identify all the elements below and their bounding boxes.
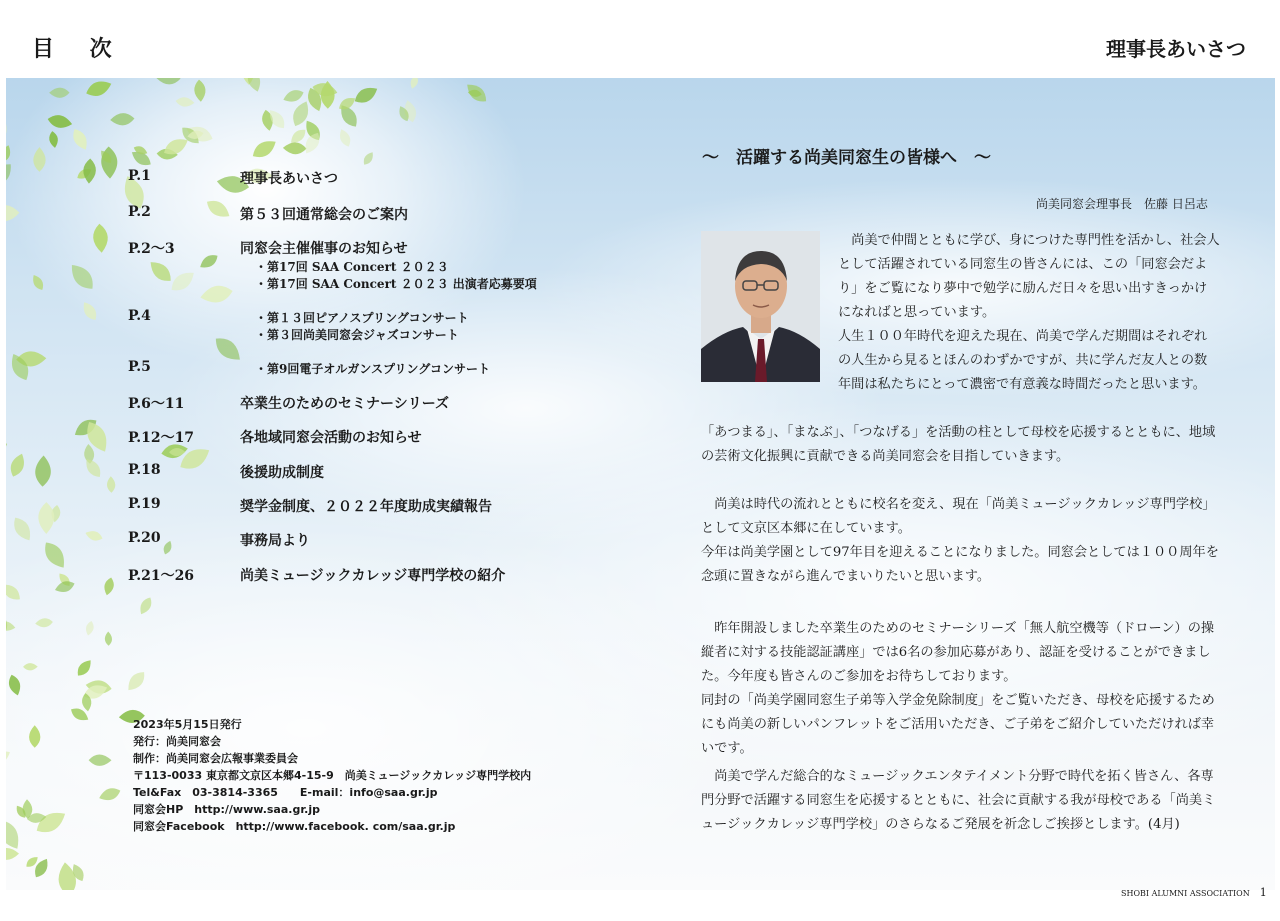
toc-subitem: ・第17回 SAA Concert ２０２３ — [255, 260, 449, 274]
leaf-shape — [6, 440, 9, 454]
toc-page-number: P.19 — [128, 496, 161, 512]
greeting-author: 尚美同窓会理事長 佐藤 日呂志 — [1036, 197, 1208, 211]
leaf-shape — [10, 514, 36, 544]
portrait-photo-icon — [701, 231, 820, 382]
toc-page-number: P.21〜26 — [128, 568, 195, 584]
leaf-shape — [82, 456, 104, 481]
toc-title: 後援助成制度 — [240, 465, 324, 481]
toc-title: 尚美ミュージックカレッジ専門学校の紹介 — [240, 568, 506, 584]
leaf-shape — [7, 451, 27, 478]
toc-page-number: P.2〜3 — [128, 241, 175, 257]
toc-title: 卒業生のためのセミナーシリーズ — [240, 396, 450, 412]
toc-title: 事務局より — [240, 533, 310, 549]
greeting-paragraph — [838, 229, 1220, 397]
toc-page-number: P.1 — [128, 168, 151, 184]
toc-title: 同窓会主催催事のお知らせ — [240, 241, 408, 257]
toc-page-number: P.12〜17 — [128, 430, 195, 446]
toc-subitem: ・第17回 SAA Concert ２０２３ 出演者応募要項 — [255, 277, 537, 291]
toc-page-number: P.6〜11 — [128, 396, 185, 412]
colophon — [133, 716, 531, 835]
leaf-shape — [107, 476, 116, 493]
page-header — [0, 0, 1280, 78]
homepage-link[interactable]: 同窓会HP http://www.saa.gr.jp — [133, 803, 321, 816]
greeting-paragraph-text: 人生１００年時代を迎えた現在、尚美で学んだ期間はそれぞれの人生から見るとほんのわずかですが、共に学んだ友人との数年間は私たちにとって濃密で有意義な時間だったと思います。 — [838, 329, 1208, 392]
toc-subitem: ・第３回尚美同窓会ジャズコンサート — [255, 328, 459, 342]
greeting-paragraph-text: 「あつまる」、「まなぶ」、「つなげる」を活動の柱として母校を応援するとともに、地域の芸術文化振興に貢献できる尚美同窓会を目指していきます。 — [701, 425, 1216, 464]
greeting-paragraph-text: 尚美で仲間とともに学び、身につけた専門性を活かし、社会人として活躍されている同窓生の皆さんには、この「同窓会だより」をご覧になり夢中で勉学に励んだ日々を思い出すきっかけになればと思っています。 — [838, 233, 1220, 320]
leaf-shape — [6, 415, 7, 444]
producer: 制作：尚美同窓会広報事業委員会 — [133, 752, 298, 765]
greeting-paragraph — [701, 765, 1221, 837]
facebook-link[interactable]: 同窓会Facebook http://www.facebook. com/saa.gr.jp — [133, 820, 456, 833]
greeting-title: 〜 活躍する尚美同窓生の皆様へ 〜 — [702, 148, 991, 168]
toc-page-number: P.2 — [128, 204, 151, 220]
leaf-shape — [6, 119, 11, 148]
leaf-shape — [38, 502, 54, 534]
greeting-paragraph-text: 同封の「尚美学園同窓生子弟等入学金免除制度」をご覧いただき、母校を応援するためにも尚美の新しいパンフレットをご活用いただき、ご子弟をご紹介していただければ幸いです。 — [701, 693, 1215, 756]
toc-page-number: P.4 — [128, 308, 151, 324]
greeting-paragraph — [701, 617, 1221, 761]
toc-page-number: P.18 — [128, 462, 161, 478]
contact: Tel&Fax 03-3814-3365 E-mail：info@saa.gr.jp — [133, 786, 438, 799]
toc-title: 各地域同窓会活動のお知らせ — [240, 430, 422, 446]
greeting-paragraph — [701, 493, 1221, 589]
issue-date: 2023年5月15日発行 — [133, 718, 242, 731]
greeting-paragraph-text: 昨年開設しました卒業生のためのセミナーシリーズ「無人航空機等（ドローン）の操縦者に対する技能認証講座」では6名の参加応募があり、認証を受けることができました。今年度も皆さんのご参加をお待ちしております。 — [701, 621, 1215, 684]
leaf-shape — [35, 455, 52, 487]
greeting-paragraph — [701, 421, 1221, 469]
toc-subitem: ・第１３回ピアノスプリングコンサート — [255, 311, 469, 325]
chairman-portrait — [701, 231, 820, 382]
toc-title: 理事長あいさつ — [240, 171, 338, 187]
address: 〒113-0033 東京都文京区本郷4-15-9 尚美ミュージックカレッジ専門学校内 — [133, 769, 532, 782]
publisher: 発行：尚美同窓会 — [133, 735, 221, 748]
greeting-paragraph-text: 今年は尚美学園として97年目を迎えることになりました。同窓会としては１００周年を念頭に置きながら進んでまいりたいと思います。 — [701, 545, 1219, 584]
page-footer — [1121, 886, 1267, 899]
toc-page-number: P.20 — [128, 530, 161, 546]
toc-page-number: P.5 — [128, 359, 151, 375]
toc-subitem: ・第9回電子オルガンスプリングコンサート — [255, 362, 491, 376]
toc-title: 奨学金制度、２０２２年度助成実績報告 — [240, 499, 492, 515]
greeting-paragraph-text: 尚美で学んだ総合的なミュージックエンタテイメント分野で時代を拓く皆さん、各専門分野で活躍する同窓生を応援するとともに、社会に貢献する我が母校である「尚美ミュージックカレッジ専門学校」のさらなるご発展を祈念しご挨拶とします。(4月) — [701, 769, 1216, 832]
page-number: 1 — [1259, 886, 1267, 899]
toc-heading: 目 次 — [32, 37, 126, 62]
organization-name: SHOBI ALUMNI ASSOCIATION — [1121, 889, 1250, 898]
greeting-heading: 理事長あいさつ — [1106, 37, 1246, 61]
greeting-paragraph-text: 尚美は時代の流れとともに校名を変え、現在「尚美ミュージックカレッジ専門学校」として文京区本郷に在しています。 — [701, 497, 1216, 536]
toc-title: 第５３回通常総会のご案内 — [240, 207, 408, 223]
